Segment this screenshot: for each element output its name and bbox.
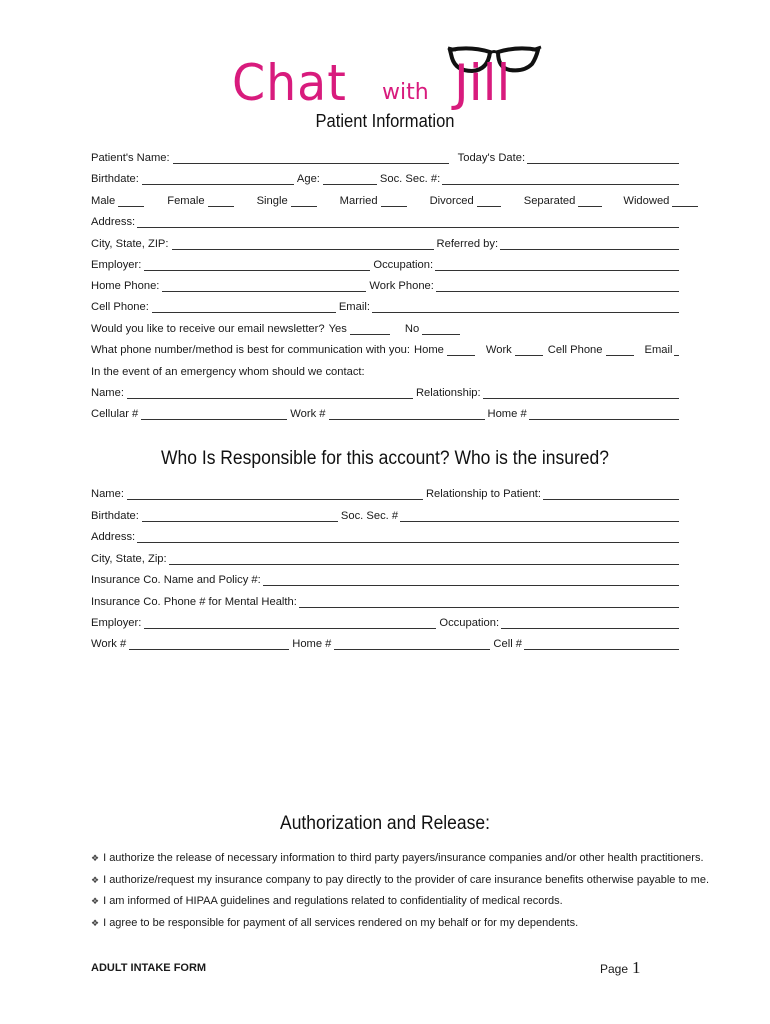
emergency-name-row	[91, 385, 681, 399]
cell-phone-label: Cell Phone:	[91, 301, 149, 313]
resp-birthdate-field[interactable]	[142, 511, 338, 522]
resp-relationship-field[interactable]	[543, 489, 679, 500]
resp-insurance-row	[91, 572, 681, 586]
separated-field[interactable]	[578, 196, 602, 207]
birthdate-field[interactable]	[142, 174, 294, 185]
cell-phone-field[interactable]	[152, 302, 336, 313]
widowed-label: Widowed	[623, 195, 670, 207]
emergency-name-field[interactable]	[127, 388, 413, 399]
divorced-field[interactable]	[477, 196, 501, 207]
soc-sec-label: Soc. Sec. #:	[379, 173, 441, 185]
authorization-item: ❖ I am informed of HIPAA guidelines and regulations related to confidentiality of medical records.	[91, 895, 563, 907]
resp-work-field[interactable]	[129, 639, 289, 650]
referred-by-label: Referred by:	[436, 238, 499, 250]
resp-employer-label: Employer:	[91, 617, 142, 629]
employer-field[interactable]	[144, 260, 370, 271]
patient-name-label: Patient's Name:	[91, 152, 170, 164]
method-work-label: Work	[485, 344, 512, 356]
single-field[interactable]	[291, 196, 317, 207]
married-label: Married	[339, 195, 378, 207]
separated-label: Separated	[523, 195, 576, 207]
female-label: Female	[167, 195, 205, 207]
home-phone-row	[91, 278, 681, 292]
resp-home-field[interactable]	[334, 639, 490, 650]
newsletter-label: Would you like to receive our email newsletter?	[91, 323, 325, 335]
age-label: Age:	[296, 173, 320, 185]
male-label: Male	[91, 195, 116, 207]
emergency-phones-row	[91, 406, 681, 420]
resp-employer-field[interactable]	[144, 618, 436, 629]
method-home-field[interactable]	[447, 345, 475, 356]
resp-relationship-label: Relationship to Patient:	[425, 488, 542, 500]
form-name: ADULT INTAKE FORM	[91, 962, 207, 974]
emergency-home-field[interactable]	[529, 409, 679, 420]
resp-address-field[interactable]	[137, 532, 679, 543]
work-phone-label: Work Phone:	[369, 280, 434, 292]
divorced-label: Divorced	[429, 195, 474, 207]
emergency-cellular-field[interactable]	[141, 409, 287, 420]
birthdate-row	[91, 171, 681, 185]
newsletter-no-field[interactable]	[422, 324, 460, 335]
emergency-cellular-label: Cellular #	[91, 408, 139, 420]
home-phone-label: Home Phone:	[91, 280, 160, 292]
birthdate-label: Birthdate:	[91, 173, 139, 185]
emergency-work-field[interactable]	[329, 409, 485, 420]
resp-name-row	[91, 486, 681, 500]
occupation-label: Occupation:	[373, 259, 434, 271]
resp-occupation-label: Occupation:	[439, 617, 500, 629]
patient-information-title: Patient Information	[315, 111, 455, 131]
authorization-item: ❖ I authorize/request my insurance company to pay directly to the provider of care insurance benefits otherwise payable to me.	[91, 874, 710, 886]
email-label: Email:	[338, 301, 370, 313]
single-label: Single	[256, 195, 288, 207]
emergency-relationship-field[interactable]	[483, 388, 679, 399]
resp-birthdate-label: Birthdate:	[91, 510, 139, 522]
chat-with-jill-logo	[232, 44, 552, 116]
method-work-field[interactable]	[515, 345, 543, 356]
emergency-relationship-label: Relationship:	[415, 387, 481, 399]
emergency-label: In the event of an emergency whom should we contact:	[91, 366, 365, 378]
method-home-label: Home	[414, 344, 444, 356]
diamond-bullet-icon: ❖	[91, 875, 100, 885]
city-state-zip-field[interactable]	[172, 239, 434, 250]
patient-name-field[interactable]	[173, 153, 449, 164]
soc-sec-field[interactable]	[442, 174, 679, 185]
resp-employer-row	[91, 615, 681, 629]
contact-method-label: What phone number/method is best for communication with you:	[91, 344, 411, 356]
logo-jill-text: Jill	[454, 54, 511, 112]
resp-city-label: City, State, Zip:	[91, 553, 167, 565]
emergency-row	[91, 364, 681, 378]
todays-date-field[interactable]	[527, 153, 679, 164]
method-email-field[interactable]	[674, 345, 679, 356]
address-field[interactable]	[137, 217, 679, 228]
resp-city-row	[91, 551, 681, 565]
emergency-home-label: Home #	[487, 408, 527, 420]
method-cell-field[interactable]	[606, 345, 634, 356]
diamond-bullet-icon: ❖	[91, 918, 100, 928]
page-number: 1	[632, 958, 641, 977]
logo-chat-text: Chat	[232, 54, 347, 112]
occupation-field[interactable]	[435, 260, 679, 271]
city-row	[91, 236, 681, 250]
employer-label: Employer:	[91, 259, 142, 271]
resp-insurance-phone-field[interactable]	[299, 597, 679, 608]
diamond-bullet-icon: ❖	[91, 853, 100, 863]
referred-by-field[interactable]	[500, 239, 679, 250]
authorization-item: ❖ I agree to be responsible for payment of all services rendered on my behalf or for my dependents.	[91, 917, 579, 929]
employer-row	[91, 257, 681, 271]
method-cell-label: Cell Phone	[547, 344, 603, 356]
page-label: Page	[600, 962, 629, 976]
authorization-title: Authorization and Release:	[280, 813, 490, 834]
newsletter-yes-label: Yes	[328, 323, 347, 335]
cell-phone-row	[91, 299, 681, 313]
newsletter-no-label: No	[404, 323, 420, 335]
resp-insurance-phone-row	[91, 594, 681, 608]
city-state-zip-label: City, State, ZIP:	[91, 238, 169, 250]
logo-with-text: with	[382, 80, 429, 105]
resp-name-label: Name:	[91, 488, 124, 500]
contact-method-row	[91, 342, 681, 356]
patient-name-row	[91, 150, 681, 164]
resp-city-field[interactable]	[169, 554, 679, 565]
newsletter-yes-field[interactable]	[350, 324, 390, 335]
age-field[interactable]	[323, 174, 377, 185]
male-field[interactable]	[118, 196, 144, 207]
authorization-item: ❖ I authorize the release of necessary information to third party payers/insurance companies and/or other health practitioners.	[91, 852, 704, 864]
resp-soc-sec-field[interactable]	[400, 511, 679, 522]
status-row	[91, 193, 681, 207]
resp-occupation-field[interactable]	[501, 618, 679, 629]
diamond-bullet-icon: ❖	[91, 896, 100, 906]
resp-name-field[interactable]	[127, 489, 423, 500]
responsible-title: Who Is Responsible for this account? Who is the insured?	[161, 448, 609, 469]
resp-address-row	[91, 529, 681, 543]
work-phone-field[interactable]	[436, 281, 679, 292]
resp-insurance-phone-label: Insurance Co. Phone # for Mental Health:	[91, 596, 297, 608]
resp-cell-field[interactable]	[524, 639, 679, 650]
resp-cell-label: Cell #	[493, 638, 523, 650]
home-phone-field[interactable]	[162, 281, 366, 292]
resp-insurance-field[interactable]	[263, 575, 679, 586]
email-field[interactable]	[372, 302, 679, 313]
widowed-field[interactable]	[672, 196, 698, 207]
todays-date-label: Today's Date:	[457, 152, 526, 164]
emergency-work-label: Work #	[290, 408, 326, 420]
newsletter-row	[91, 321, 681, 335]
married-field[interactable]	[381, 196, 407, 207]
method-email-label: Email	[644, 344, 673, 356]
resp-address-label: Address:	[91, 531, 136, 543]
address-row	[91, 214, 681, 228]
resp-work-label: Work #	[91, 638, 127, 650]
resp-birthdate-row	[91, 508, 681, 522]
resp-phones-row	[91, 636, 681, 650]
emergency-name-label: Name:	[91, 387, 124, 399]
female-field[interactable]	[208, 196, 234, 207]
resp-home-label: Home #	[292, 638, 332, 650]
address-label: Address:	[91, 216, 136, 228]
page-indicator	[600, 958, 641, 978]
resp-insurance-label: Insurance Co. Name and Policy #:	[91, 574, 261, 586]
resp-soc-sec-label: Soc. Sec. #	[340, 510, 399, 522]
